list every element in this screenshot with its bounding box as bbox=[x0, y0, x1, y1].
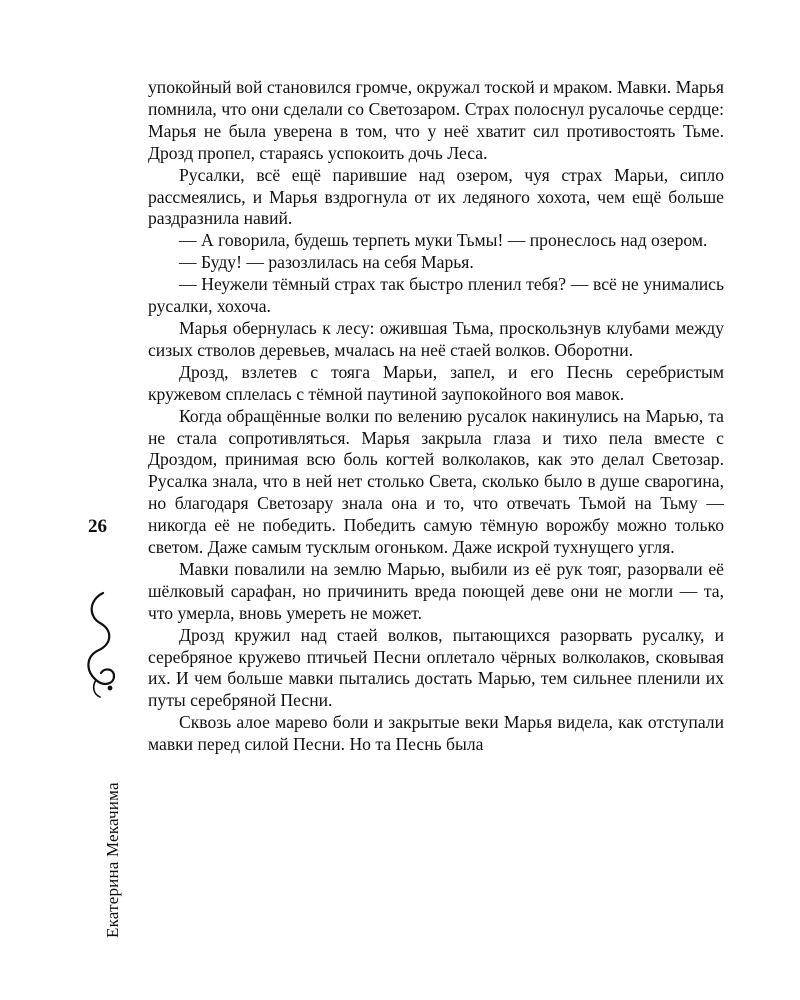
paragraph: — Неужели тёмный страх так быстро пленил тебя? — всё не унимались русалки, хохоча. bbox=[148, 274, 724, 317]
paragraph: — А говорила, будешь терпеть муки Тьмы! — пронеслось над озером. bbox=[179, 230, 708, 251]
paragraph: Дрозд кружил над стаей волков, пытающихся разорвать русалку, и серебряное кружево птичьей Песни оплетало чёрных волколаков, сковывая их. И чем больше мавки пытались достать Марью, тем сильнее пленили их путы серебряной Песни. bbox=[148, 624, 724, 711]
paragraph: Мавки повалили на землю Марью, выбили из её рук тояг, разорвали её шёлковый сарафан, но причинить вреда поющей деве они не могли — та, что умерла, вновь умереть не может. bbox=[148, 558, 724, 623]
paragraph: Сквозь алое марево боли и закрытые веки Марья видела, как отступали мавки перед силой Песни. Но та Песнь была bbox=[148, 712, 724, 755]
paragraph: Марья обернулась к лесу: ожившая Тьма, проскользнув клубами между сизых стволов деревьев, мчалась на неё стаей волков. Оборотни. bbox=[148, 317, 724, 360]
paragraph: Дрозд, взлетев с тояга Марьи, запел, и его Песнь серебристым кружевом сплелась с тёмной паутиной заупокойного воя мавок. bbox=[148, 361, 724, 404]
paragraph: Русалки, всё ещё парившие над озером, чуя страх Марьи, сипло рассмеялись, и Марья вздрогнула от их ледяного хохота, чем ещё больше раздразнила навий. bbox=[148, 164, 724, 229]
flourish-ornament-icon bbox=[80, 590, 122, 700]
paragraph: — Буду! — разозлилась на себя Марья. bbox=[179, 252, 474, 273]
author-running-head: Екатерина Мекачима bbox=[103, 782, 122, 938]
page-number: 26 bbox=[88, 516, 107, 537]
paragraph: упокойный вой становился громче, окружал тоской и мраком. Мавки. Марья помнила, что они сделали со Светозаром. Страх полоснул русалочье сердце: Марья не была уверена в том, что у неё хватит сил противостоять Тьме. Дрозд пропел, стараясь успокоить дочь Леса. bbox=[148, 77, 724, 163]
body-text bbox=[148, 77, 724, 756]
paragraph: Когда обращённые волки по велению русалок накинулись на Марью, та не стала сопротивляться. Марья закрыла глаза и тихо пела вместе с Дроздом, принимая всю боль когтей волколаков, как это делал Светозар. Русалка знала, что в ней нет столько Света, сколько было в душе сварогина, но благодаря Светозару знала она и то, что отвечать Тьмой на Тьму — никогда её не победить. Победить самую тёмную ворожбу можно только светом. Даже самым тусклым огоньком. Даже искрой тухнущего угля. bbox=[148, 405, 724, 558]
